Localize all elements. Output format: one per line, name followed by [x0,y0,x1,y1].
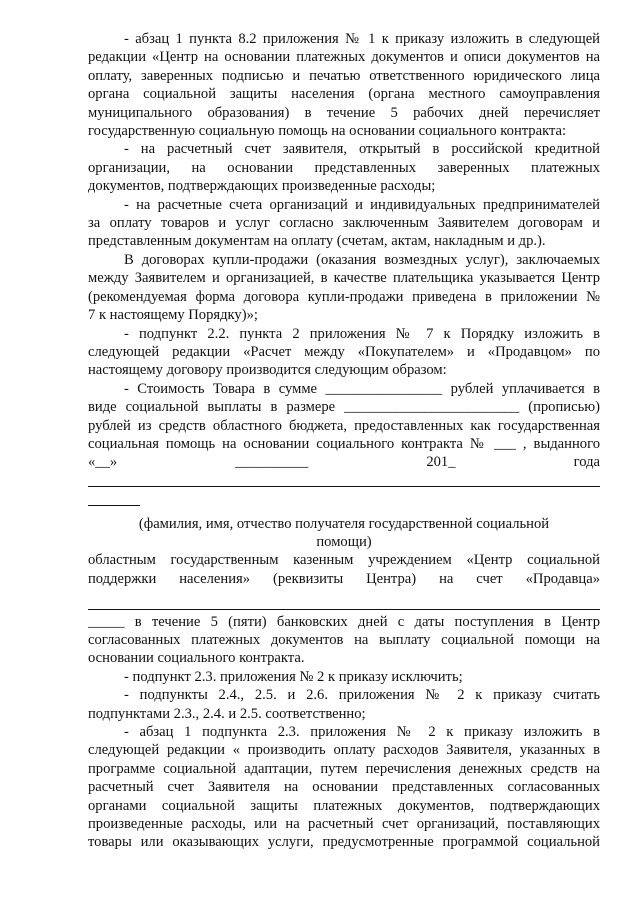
blank-line-rule [88,594,600,612]
text-line: организации, на основании представленных заверенных платежных [88,159,600,176]
text-line: - Стоимость Товара в сумме ________________ рублей уплачивается в [124,380,600,397]
text-line: - на расчетный счет заявителя, открытый в российской кредитной [124,141,600,158]
text-line: документов, подтверждающих произведенные расходы; [88,178,436,195]
text-line: - подпункт 2.2. пункта 2 приложения № 7 к Порядку изложить в [124,325,600,342]
text-line: между Заявителем и организацией, в качестве плательщика указывается Центр [88,270,600,287]
text-line: органами социальной защиты платежных документов, подтверждающих [88,797,600,814]
caption-line: помощи) [316,533,372,550]
text-line: _____ в течение 5 (пяти) банковских дней с даты поступления в Центр [88,613,600,630]
text-line: В договорах купли-продажи (оказания возмездных услуг), заключаемых [124,251,600,268]
text-line: оплату, заверенных подписью и печатью ответственного юридического лица [88,67,600,84]
text-line: настоящему договору производится следующим образом: [88,362,447,379]
text-line: - абзац 1 пункта 8.2 приложения № 1 к приказу изложить в следующей [124,31,600,47]
text-line: - на расчетные счета организаций и индивидуальных предпринимателей [124,196,600,213]
text-line: представленным документам на оплату (счетам, актам, накладным и др.). [88,233,546,250]
text-line: виде социальной выплаты в размере ________________________ (прописью) [88,399,600,416]
caption-line: (фамилия, имя, отчество получателя государственной социальной [138,515,550,532]
text-line: социальная помощь на основании социального контракта № ___ , выданного [88,435,600,452]
text-line: программе социальной адаптации, путем перечисления денежных средств на [88,760,600,777]
text-line: за оплату товаров и услуг согласно заключенным Заявителем договорам и [88,215,600,232]
blank-line-rule [88,472,600,490]
text-line: следующей редакции « производить оплату расходов Заявителя, указанных в [88,742,600,759]
text-line: 7 к настоящему Порядку)»; [88,307,258,324]
text-line: рублей из средств областного бюджета, предоставленных как государственная [88,417,600,434]
text-line: (рекомендуемая форма договора купли-продажи приведена в приложении № [88,288,600,305]
text-line: - подпункты 2.4., 2.5. и 2.6. приложения № 2 к приказу считать [124,687,600,704]
blank-short-rule [88,490,600,508]
text-line: основании социального контракта. [88,650,305,667]
text-line: подпунктами 2.3., 2.4. и 2.5. соответственно; [88,705,366,722]
text-line: государственную социальную помощь на основании социального контракта: [88,123,567,140]
text-line: расчетный счет Заявителя на основании представленных согласованных [88,779,600,796]
document-body [88,30,600,852]
text-line: органа социальной защиты населения (органа местного самоуправления [88,86,600,103]
text-line: - подпункт 2.3. приложения № 2 к приказу исключить; [124,668,463,685]
text-line: областным государственным казенным учреждением «Центр социальной [88,552,600,569]
text-line: произведенные расходы, или на расчетный счет организаций, поставляющих [88,816,600,833]
text-line: согласованных платежных документов на выплату социальной помощи на [88,631,600,648]
text-line: товары или оказывающих услуги, предусмотренные программой социальной [88,834,600,851]
text-line: муниципального образования) в течение 5 рабочих дней перечисляет [88,104,600,121]
text-line: редакции «Центр на основании платежных документов и описи документов на [88,49,600,66]
text-line: - абзац 1 подпункта 2.3. приложения № 2 к приказу изложить в [124,723,600,740]
text-line: поддержки населения» (реквизиты Центра) на счет «Продавца» [88,570,600,587]
text-line: следующей редакции «Расчет между «Покупателем» и «Продавцом» по [88,343,600,360]
text-line: «__» __________ 201_ года [88,454,600,471]
